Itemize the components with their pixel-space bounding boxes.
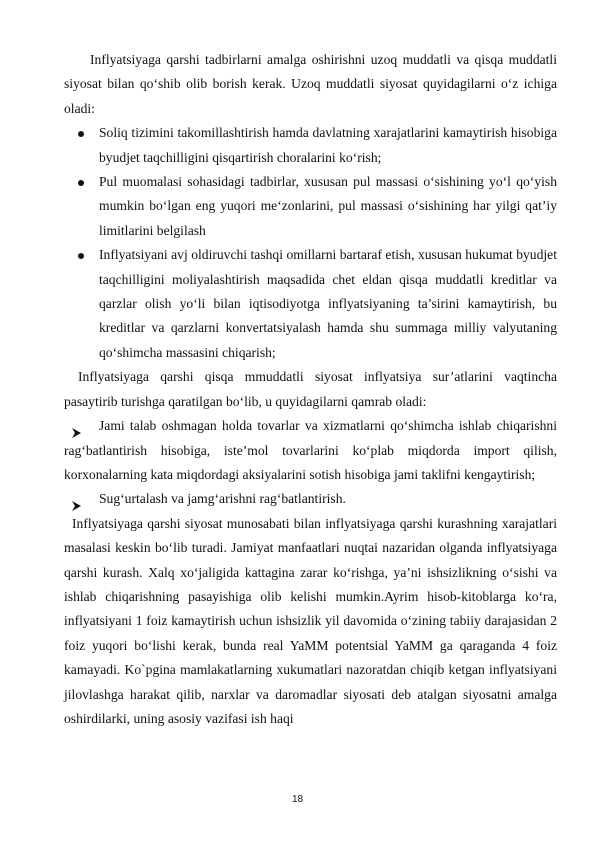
filled-circle-bullet-icon — [76, 170, 86, 194]
list-item — [64, 121, 557, 170]
long-term-policy-list — [64, 121, 557, 365]
intro-paragraph: Inflyatsiyaga qarshi tadbirlarni amalga oshirishni uzoq muddatli va qisqa muddatli siyosat bilan qo‘shib olib borish kerak. Uzoq muddatli siyosat quyidagilarni o‘z ichiga oladi: — [64, 52, 557, 116]
list-item — [64, 243, 557, 365]
short-term-policy-list — [64, 414, 557, 512]
list-item — [64, 487, 557, 511]
short-term-intro-paragraph: Inflyatsiyaga qarshi qisqa mmuddatli siyosat inflyatsiya sur’atlarini vaqtincha pasaytirib turishga qaratilgan bo‘lib, u quyidagilarni qamrab oladi: — [64, 369, 557, 409]
list-item-text: Soliq tizimini takomillashtirish hamda davlatning xarajatlarini kamaytirish hisobiga byudjet taqchilligini qisqartirish choralarini ko‘rish; — [99, 125, 557, 165]
list-item-text: Pul muomalasi sohasidagi tadbirlar, xususan pul massasi o‘sishining yo‘l qo‘yish mumkin bo‘lgan eng yuqori me‘zonlarini, pul massasi o‘sishining har yilgi qat’iy limitlarini belgilash — [99, 174, 557, 238]
closing-paragraph: Inflyatsiyaga qarshi siyosat munosabati bilan inflyatsiyaga qarshi kurashning xarajatlari masalasi keskin bo‘lib turadi. Jamiyat manfaatlari nuqtai nazaridan olganda inflyatsiyaga qarshi kurash. Xalq xo‘jaligida kattagina zarar ko‘rishga, ya’ni ishsizlikning o‘sishi va ishlab chiqarishning pasayishiga olib kelishi mumkin.Ayrim hisob-kitoblarga ko‘ra, inflyatsiyani 1 foiz kamaytirish uchun ishsizlik yil davomida o‘zining tabiiy darajasidan 2 foiz yuqori bo‘lishi kerak, bunda real YaMM potentsial YaMM ga qaraganda 4 foiz kamayadi. Ko`pgina mamlakatlarning xukumatlari nazoratdan chiqib ketgan inflyatsiyani jilovlashga harakat qilib, narxlar va daromadlar siyosati deb atalgan siyosatni amalga oshirdilarki, uning asosiy vazifasi ish haqi — [64, 515, 557, 726]
filled-circle-bullet-icon — [76, 243, 86, 267]
document-page — [64, 48, 557, 731]
list-item-text: Inflyatsiyani avj oldiruvchi tashqi omillarni bartaraf etish, xususan hukumat byudjet taqchilligini moliyalashtirish maqsadida chet eldan qisqa muddatli kreditlar va qarzlar olish yo‘li bilan iqtisodiyotga inflyatsiyaning ta’sirini kamaytirish, bu kreditlar va qarzlarni konvertatsiyalash hamda shu summaga milliy valyutaning qo‘shimcha massasini chiqarish; — [99, 247, 557, 360]
arrowhead-bullet-icon — [72, 422, 81, 446]
page-number: 18 — [291, 794, 304, 805]
arrowhead-bullet-icon — [72, 495, 81, 519]
list-item — [64, 414, 557, 487]
list-item — [64, 170, 557, 243]
list-item-text: Jami talab oshmagan holda tovarlar va xizmatlarni qo‘shimcha ishlab chiqarishni rag‘batlantirish hisobiga, iste’mol tovarlarini ko‘plab miqdorda import qilish, korxonalarning kata miqdordagi aksiyalarini sotish hisobiga jami taklifni kengaytirish; — [64, 418, 557, 482]
list-item-text: Sug‘urtalash va jamg‘arishni rag‘batlantirish. — [99, 491, 346, 507]
filled-circle-bullet-icon — [76, 121, 86, 145]
